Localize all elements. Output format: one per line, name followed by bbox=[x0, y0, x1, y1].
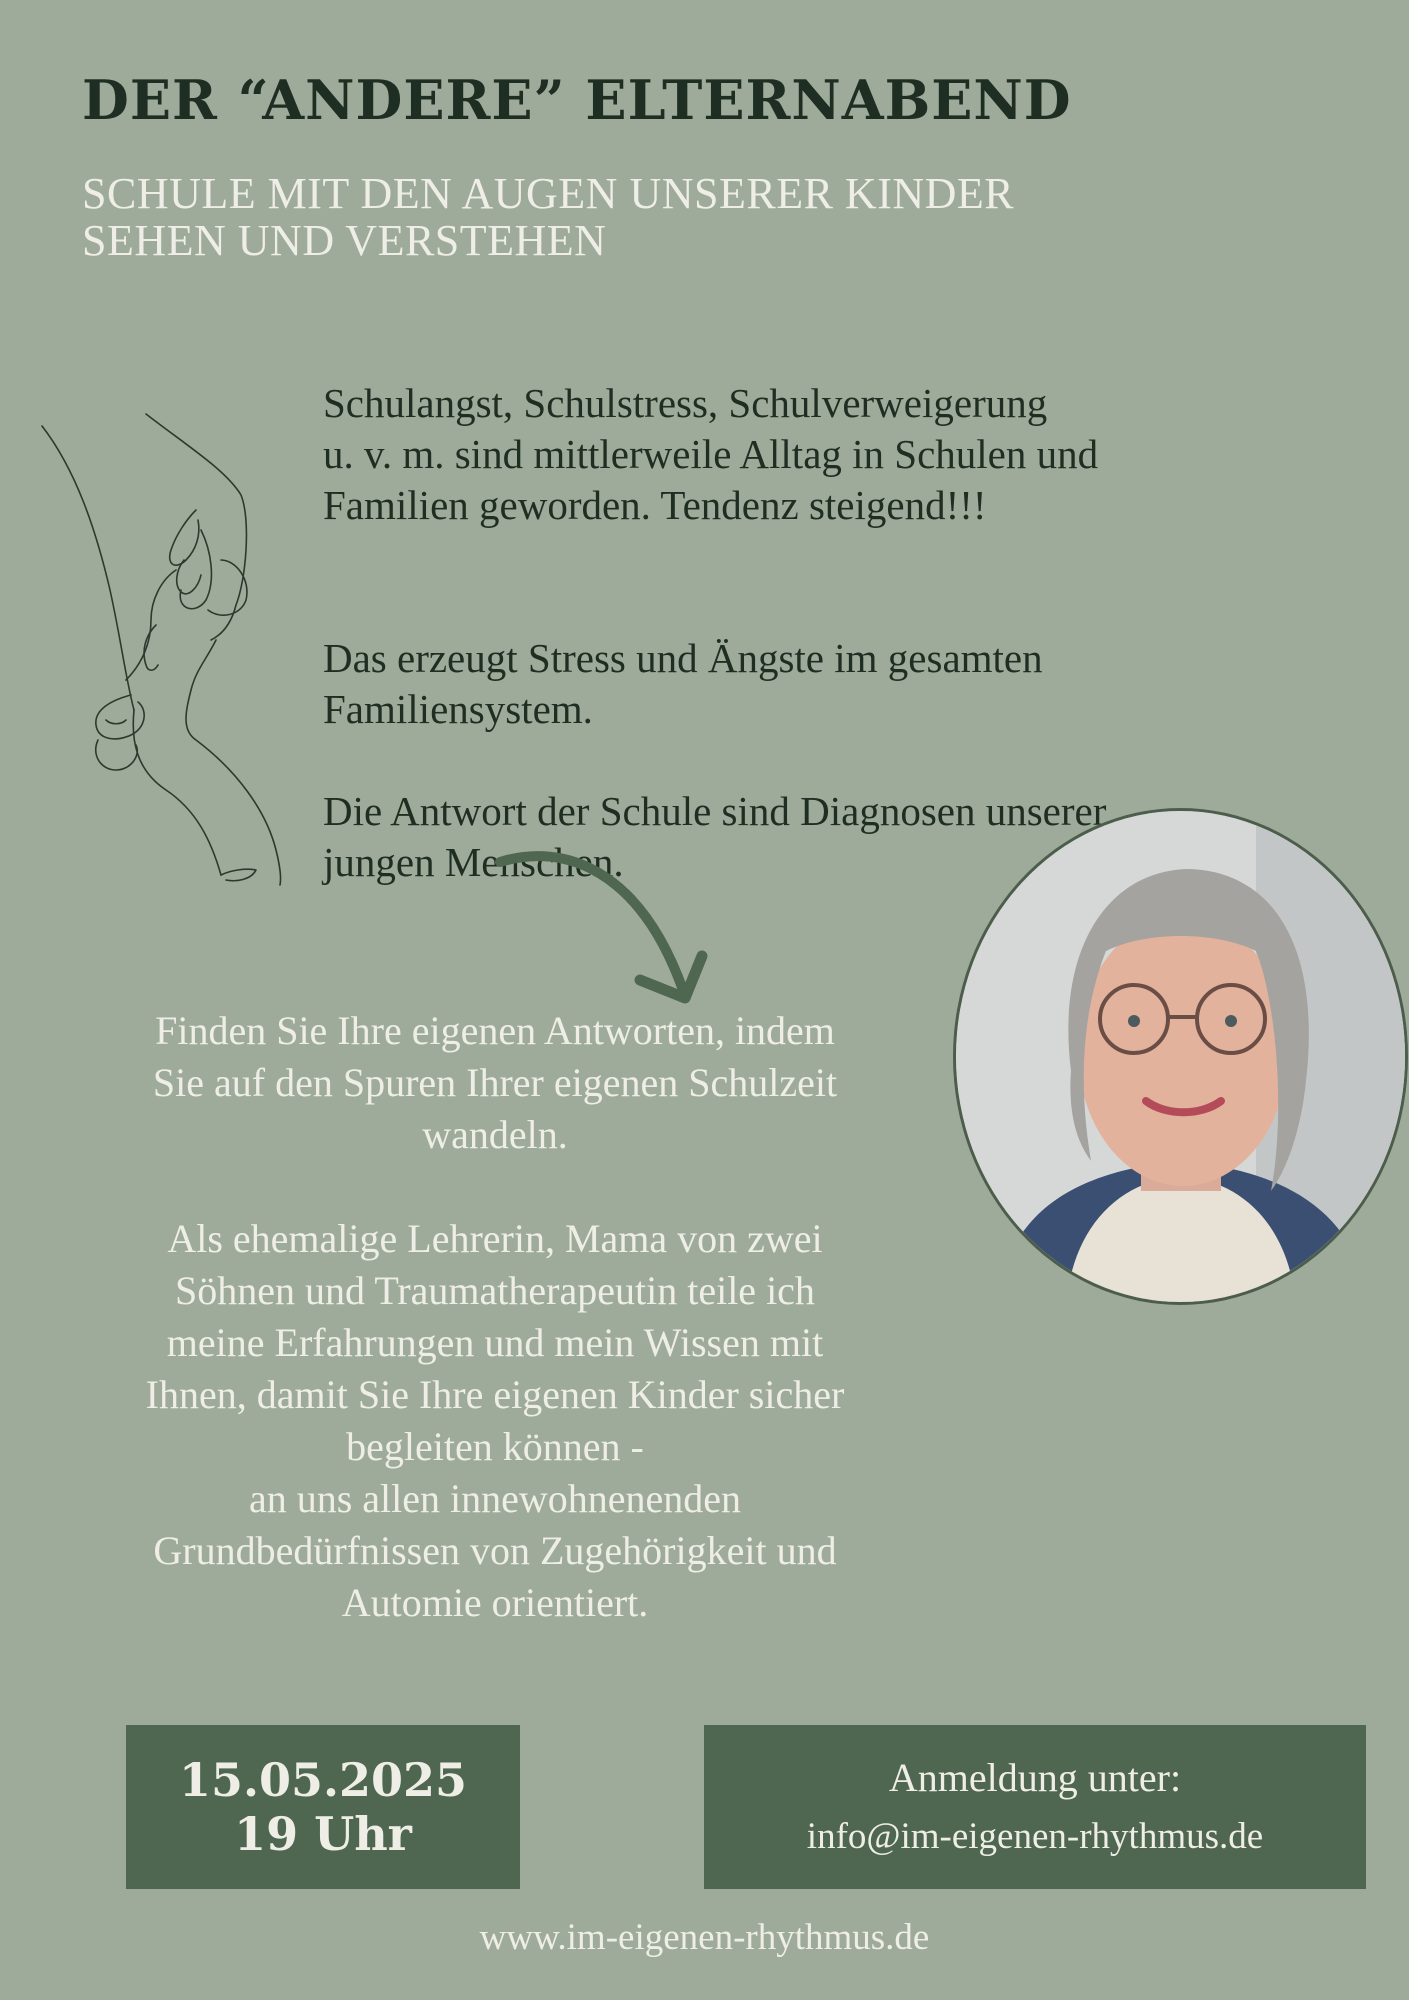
intro-line: jungen Menschen. bbox=[323, 839, 624, 885]
subtitle bbox=[82, 170, 1332, 264]
page-title: DER “ANDERE” ELTERNABEND bbox=[82, 68, 1072, 132]
intro-line: Die Antwort der Schule sind Diagnosen unserer bbox=[323, 788, 1107, 834]
main-text bbox=[30, 1005, 960, 1629]
subtitle-line: SEHEN UND VERSTEHEN bbox=[82, 216, 607, 265]
main-line: Ihnen, damit Sie Ihre eigenen Kinder sicher bbox=[145, 1372, 845, 1417]
event-date-box bbox=[126, 1725, 520, 1889]
main-paragraph bbox=[30, 1005, 960, 1161]
main-line: Als ehemalige Lehrerin, Mama von zwei bbox=[167, 1216, 823, 1261]
registration-box bbox=[704, 1725, 1366, 1889]
curved-arrow-icon bbox=[490, 840, 720, 1015]
main-line: Finden Sie Ihre eigenen Antworten, indem bbox=[155, 1008, 835, 1053]
intro-line: u. v. m. sind mittlerweile Alltag in Schulen und bbox=[323, 431, 1099, 477]
intro-text bbox=[323, 327, 1383, 888]
intro-line: Das erzeugt Stress und Ängste im gesamten bbox=[323, 635, 1043, 681]
registration-email[interactable]: info@im-eigenen-rhythmus.de bbox=[806, 1816, 1264, 1857]
main-line: wandeln. bbox=[422, 1112, 568, 1157]
main-line: Sie auf den Spuren Ihrer eigenen Schulzeit bbox=[152, 1060, 838, 1105]
main-line: begleiten können - bbox=[346, 1424, 644, 1469]
hand-line-drawing-icon bbox=[36, 410, 336, 890]
main-line: Automie orientiert. bbox=[341, 1580, 649, 1625]
main-paragraph bbox=[30, 1213, 960, 1629]
intro-line: Familiensystem. bbox=[323, 686, 593, 732]
event-time: 19 Uhr bbox=[234, 1807, 412, 1861]
subtitle-line: SCHULE MIT DEN AUGEN UNSERER KINDER bbox=[82, 169, 1015, 218]
intro-line: Schulangst, Schulstress, Schulverweigerung bbox=[323, 380, 1048, 426]
portrait-photo bbox=[953, 808, 1408, 1305]
intro-line: Familien geworden. Tendenz steigend!!! bbox=[323, 482, 987, 528]
main-line: meine Erfahrungen und mein Wissen mit bbox=[166, 1320, 824, 1365]
registration-label: Anmeldung unter: bbox=[888, 1755, 1182, 1800]
main-line: an uns allen innewohnenenden bbox=[248, 1476, 742, 1521]
event-date: 15.05.2025 bbox=[178, 1753, 468, 1807]
main-line: Grundbedürfnissen von Zugehörigkeit und bbox=[153, 1528, 837, 1573]
website-link[interactable]: www.im-eigenen-rhythmus.de bbox=[479, 1917, 930, 1958]
intro-paragraph bbox=[323, 633, 1383, 735]
main-line: Söhnen und Traumatherapeutin teile ich bbox=[175, 1268, 815, 1313]
